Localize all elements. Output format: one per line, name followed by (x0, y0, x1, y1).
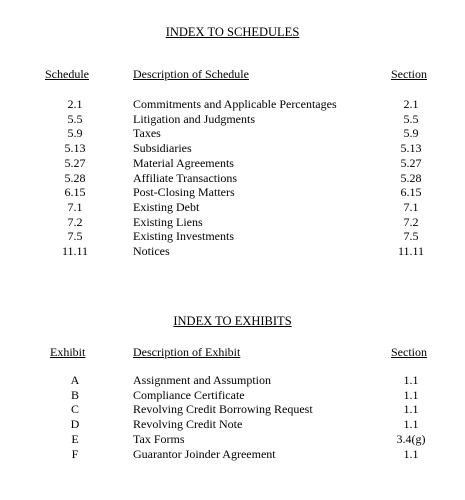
schedule-description: Existing Debt (133, 199, 200, 214)
schedule-description: Taxes (133, 126, 161, 141)
schedule-row (0, 156, 465, 171)
schedule-section: 11.11 (397, 244, 425, 258)
schedule-description-column-header: Description of Schedule (133, 67, 249, 81)
schedule-section-column-header: Section (391, 67, 427, 81)
schedule-number: 5.28 (64, 170, 86, 185)
schedule-section: 5.28 (400, 170, 422, 185)
schedule-description: Post-Closing Matters (133, 185, 235, 200)
schedule-number: 2.1 (67, 97, 83, 111)
schedule-section: 5.5 (403, 111, 419, 126)
schedule-row (0, 171, 465, 186)
schedule-row (0, 97, 465, 112)
exhibit-row (0, 432, 465, 447)
schedule-description: Litigation and Judgments (133, 111, 255, 126)
schedule-row (0, 229, 465, 244)
schedule-section: 7.2 (403, 214, 419, 229)
exhibit-description: Revolving Credit Borrowing Request (133, 402, 313, 417)
schedule-number: 7.2 (67, 214, 83, 229)
exhibit-number: C (70, 402, 79, 417)
exhibit-row (0, 373, 465, 388)
exhibit-number: B (70, 387, 79, 402)
schedule-number: 7.1 (67, 199, 83, 214)
schedules-title (0, 25, 465, 40)
schedule-description: Commitments and Applicable Percentages (133, 97, 337, 111)
exhibit-section: 1.1 (403, 402, 419, 417)
schedules-title-text: INDEX TO SCHEDULES (165, 25, 300, 39)
schedule-row (0, 141, 465, 156)
exhibit-row (0, 417, 465, 432)
exhibit-row (0, 388, 465, 403)
exhibit-section: 1.1 (403, 387, 419, 402)
schedule-column-header: Schedule (45, 67, 89, 81)
schedule-row (0, 244, 465, 259)
exhibit-number: D (70, 417, 80, 432)
exhibit-section: 1.1 (403, 373, 419, 387)
schedule-description: Material Agreements (133, 155, 234, 170)
schedule-number: 5.9 (67, 126, 83, 141)
schedule-row (0, 126, 465, 141)
schedule-description: Existing Investments (133, 229, 234, 244)
schedule-row (0, 112, 465, 127)
schedule-section: 6.15 (400, 185, 422, 200)
schedule-number: 5.27 (64, 155, 86, 170)
schedule-description: Notices (133, 244, 170, 258)
schedule-section: 5.27 (400, 155, 422, 170)
schedule-number: 5.5 (67, 111, 83, 126)
exhibit-section: 3.4(g) (396, 431, 426, 446)
schedule-section: 5.13 (400, 141, 422, 156)
schedule-description: Affiliate Transactions (133, 170, 238, 185)
schedule-description: Existing Liens (133, 214, 203, 229)
schedule-row (0, 200, 465, 215)
schedule-section: 7.1 (403, 199, 419, 214)
schedule-row (0, 215, 465, 230)
exhibit-section: 1.1 (403, 446, 419, 461)
schedule-description: Subsidiaries (133, 141, 192, 156)
exhibits-title (0, 314, 465, 329)
exhibits-title-text: INDEX TO EXHIBITS (173, 314, 292, 328)
exhibit-number: E (71, 431, 79, 446)
exhibit-row (0, 447, 465, 462)
exhibit-description: Tax Forms (133, 431, 185, 446)
exhibit-section-column-header: Section (391, 345, 427, 359)
exhibit-description: Guarantor Joinder Agreement (133, 446, 276, 461)
exhibit-number: F (71, 446, 79, 461)
schedule-section: 7.5 (403, 229, 419, 244)
schedule-row (0, 185, 465, 200)
exhibit-section: 1.1 (403, 417, 419, 432)
schedule-section: 2.1 (403, 97, 419, 111)
exhibit-description: Compliance Certificate (133, 387, 245, 402)
exhibit-description: Assignment and Assumption (133, 373, 272, 387)
exhibit-column-header: Exhibit (50, 345, 86, 359)
schedule-section: 5.9 (403, 126, 419, 141)
exhibit-description: Revolving Credit Note (133, 417, 243, 432)
schedule-number: 7.5 (67, 229, 83, 244)
schedule-number: 11.11 (61, 244, 89, 258)
exhibit-number: A (70, 373, 80, 387)
exhibit-description-column-header: Description of Exhibit (133, 345, 241, 359)
schedule-number: 6.15 (64, 185, 86, 200)
schedule-number: 5.13 (64, 141, 86, 156)
exhibit-row (0, 402, 465, 417)
